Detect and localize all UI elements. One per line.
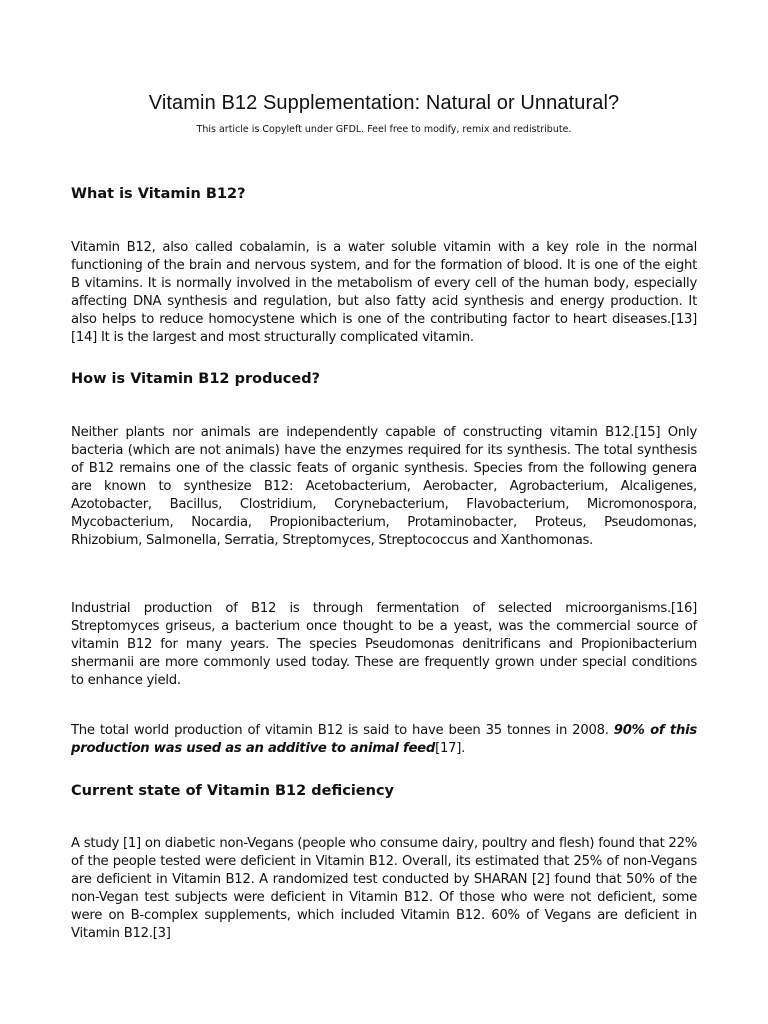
paragraph-deficiency-studies: A study [1] on diabetic non-Vegans (people who consume dairy, poultry and flesh) found that 22% of the people tested were deficient in Vitamin B12. Overall, its estimated that 25% of non-Vegans are deficient in Vitamin B12. A randomized test conducted by SHARAN [2] found that 50% of the non-Vegan test subjects were deficient in Vitamin B12. Of those who were not deficient, some were on B-complex supplements, which included Vitamin B12. 60% of Vegans are deficient in Vitamin B12.[3] <box>71 836 697 941</box>
copyleft-note: This article is Copyleft under GFDL. Feel free to modify, remix and redistribute. <box>196 124 572 135</box>
paragraph-industrial-production: Industrial production of B12 is through fermentation of selected microorganisms.[16] Streptomyces griseus, a bacterium once thought to be a yeast, was the commercial source of vitamin B12 for many years. The species Pseudomonas denitrificans and Propionibacterium shermanii are more commonly used today. These are frequently grown under special conditions to enhance yield. <box>71 601 697 688</box>
paragraph-what-is-b12: Vitamin B12, also called cobalamin, is a water soluble vitamin with a key role in the normal functioning of the brain and nervous system, and for the formation of blood. It is one of the eight B vitamins. It is normally involved in the metabolism of every cell of the human body, especially affecting DNA synthesis and regulation, but also fatty acid synthesis and energy production. It also helps to reduce homocystene which is one of the contributing factor to heart diseases.[13][14] It is the largest and most structurally complicated vitamin. <box>71 240 697 345</box>
paragraph-bacteria-synthesis: Neither plants nor animals are independently capable of constructing vitamin B12.[15] Only bacteria (which are not animals) have the enzymes required for its synthesis. The total synthesis of B12 remains one of the classic feats of organic synthesis. Species from the following genera are known to synthesize B12: Acetobacterium, Aerobacter, Agrobacterium, Alcaligenes, Azotobacter, Bacillus, Clostridium, Corynebacterium, Flavobacterium, Micromonospora, Mycobacterium, Nocardia, Propionibacterium, Protaminobacter, Proteus, Pseudomonas, Rhizobium, Salmonella, Serratia, Streptomyces, Streptococcus and Xanthomonas. <box>71 425 697 548</box>
section-heading-how-produced: How is Vitamin B12 produced? <box>71 371 320 387</box>
world-production-citation: [17]. <box>435 741 466 756</box>
paragraph-world-production <box>71 722 697 758</box>
world-production-text: The total world production of vitamin B12 is said to have been 35 tonnes in 2008. <box>71 723 614 738</box>
document-title: Vitamin B12 Supplementation: Natural or Unnatural? <box>148 92 620 114</box>
animal-feed-emphasis: 90% of this production was used as an additive to animal feed <box>71 723 697 756</box>
section-heading-deficiency: Current state of Vitamin B12 deficiency <box>71 783 394 799</box>
section-heading-what-is-b12: What is Vitamin B12? <box>71 186 246 202</box>
